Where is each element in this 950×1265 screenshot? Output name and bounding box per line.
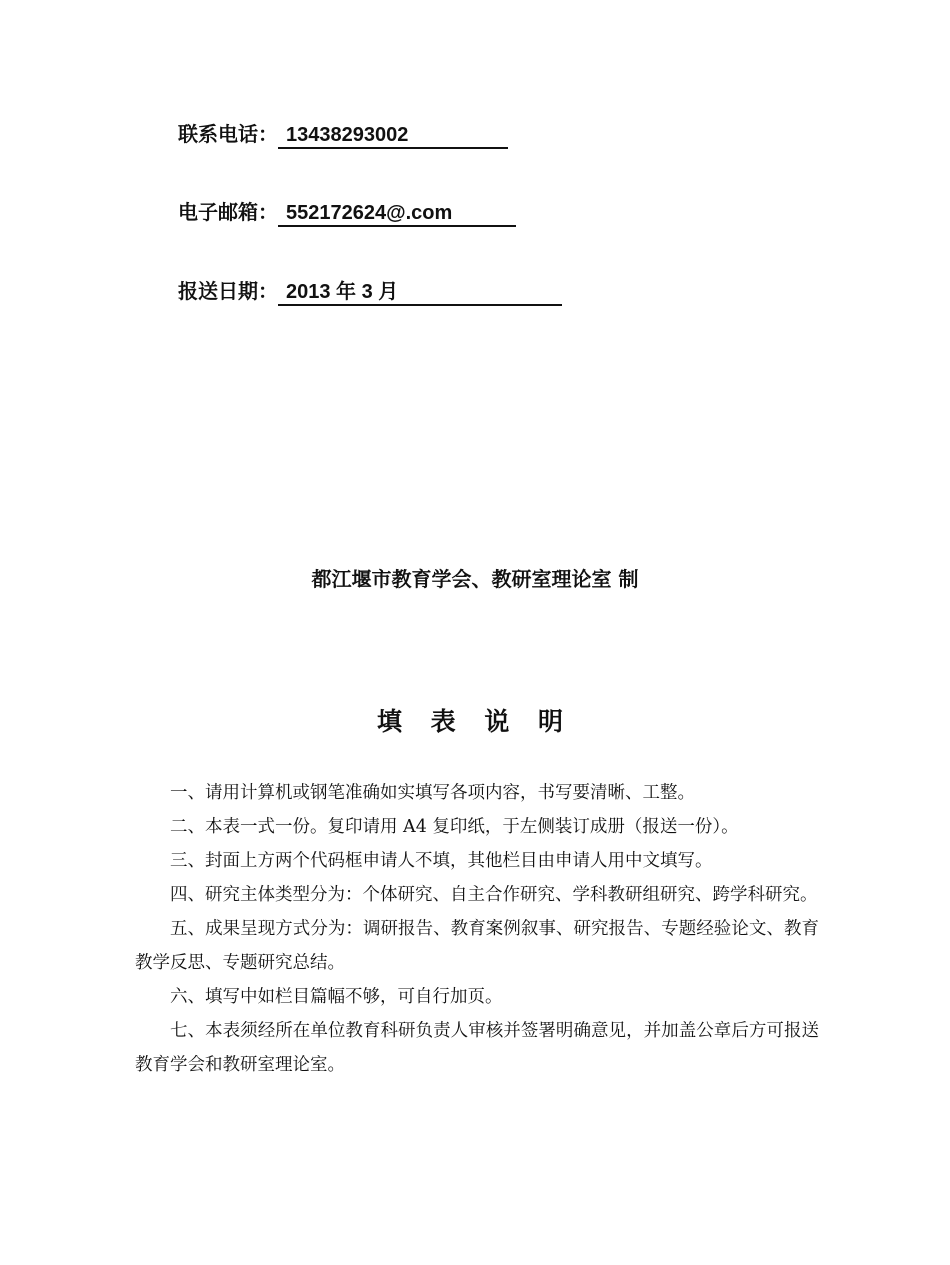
instruction-item: 四、研究主体类型分为：个体研究、自主合作研究、学科教研组研究、跨学科研究。 — [170, 885, 818, 905]
issuer-line: 都江堰市教育学会、教研室理论室 制 — [311, 567, 639, 591]
instructions-list — [135, 776, 819, 1082]
phone-label: 联系电话： — [178, 122, 278, 146]
email-label: 电子邮箱： — [178, 200, 278, 224]
submission-date-field-row — [178, 277, 562, 306]
email-field-row — [178, 198, 516, 227]
instruction-item: 三、封面上方两个代码框申请人不填，其他栏目由申请人用中文填写。 — [170, 851, 713, 871]
submission-date-label: 报送日期： — [178, 279, 278, 303]
submission-date-value: 2013 年 3 月 — [278, 280, 562, 306]
instruction-item: 七、本表须经所在单位教育科研负责人审核并签署明确意见，并加盖公章后方可报送教育学会和教研室理论室。 — [135, 1021, 819, 1075]
email-value: 552172624@.com — [278, 201, 516, 227]
instruction-item: 五、成果呈现方式分为：调研报告、教育案例叙事、研究报告、专题经验论文、教育教学反思、专题研究总结。 — [135, 919, 819, 973]
phone-field-row — [178, 120, 508, 149]
instruction-item: 二、本表一式一份。复印请用 A4 复印纸，于左侧装订成册（报送一份）。 — [170, 817, 739, 837]
instructions-title: 填 表 说 明 — [376, 707, 574, 736]
instruction-item: 六、填写中如栏目篇幅不够，可自行加页。 — [170, 987, 503, 1007]
phone-value: 13438293002 — [278, 123, 508, 149]
instruction-item: 一、请用计算机或钢笔准确如实填写各项内容，书写要清晰、工整。 — [170, 783, 695, 803]
